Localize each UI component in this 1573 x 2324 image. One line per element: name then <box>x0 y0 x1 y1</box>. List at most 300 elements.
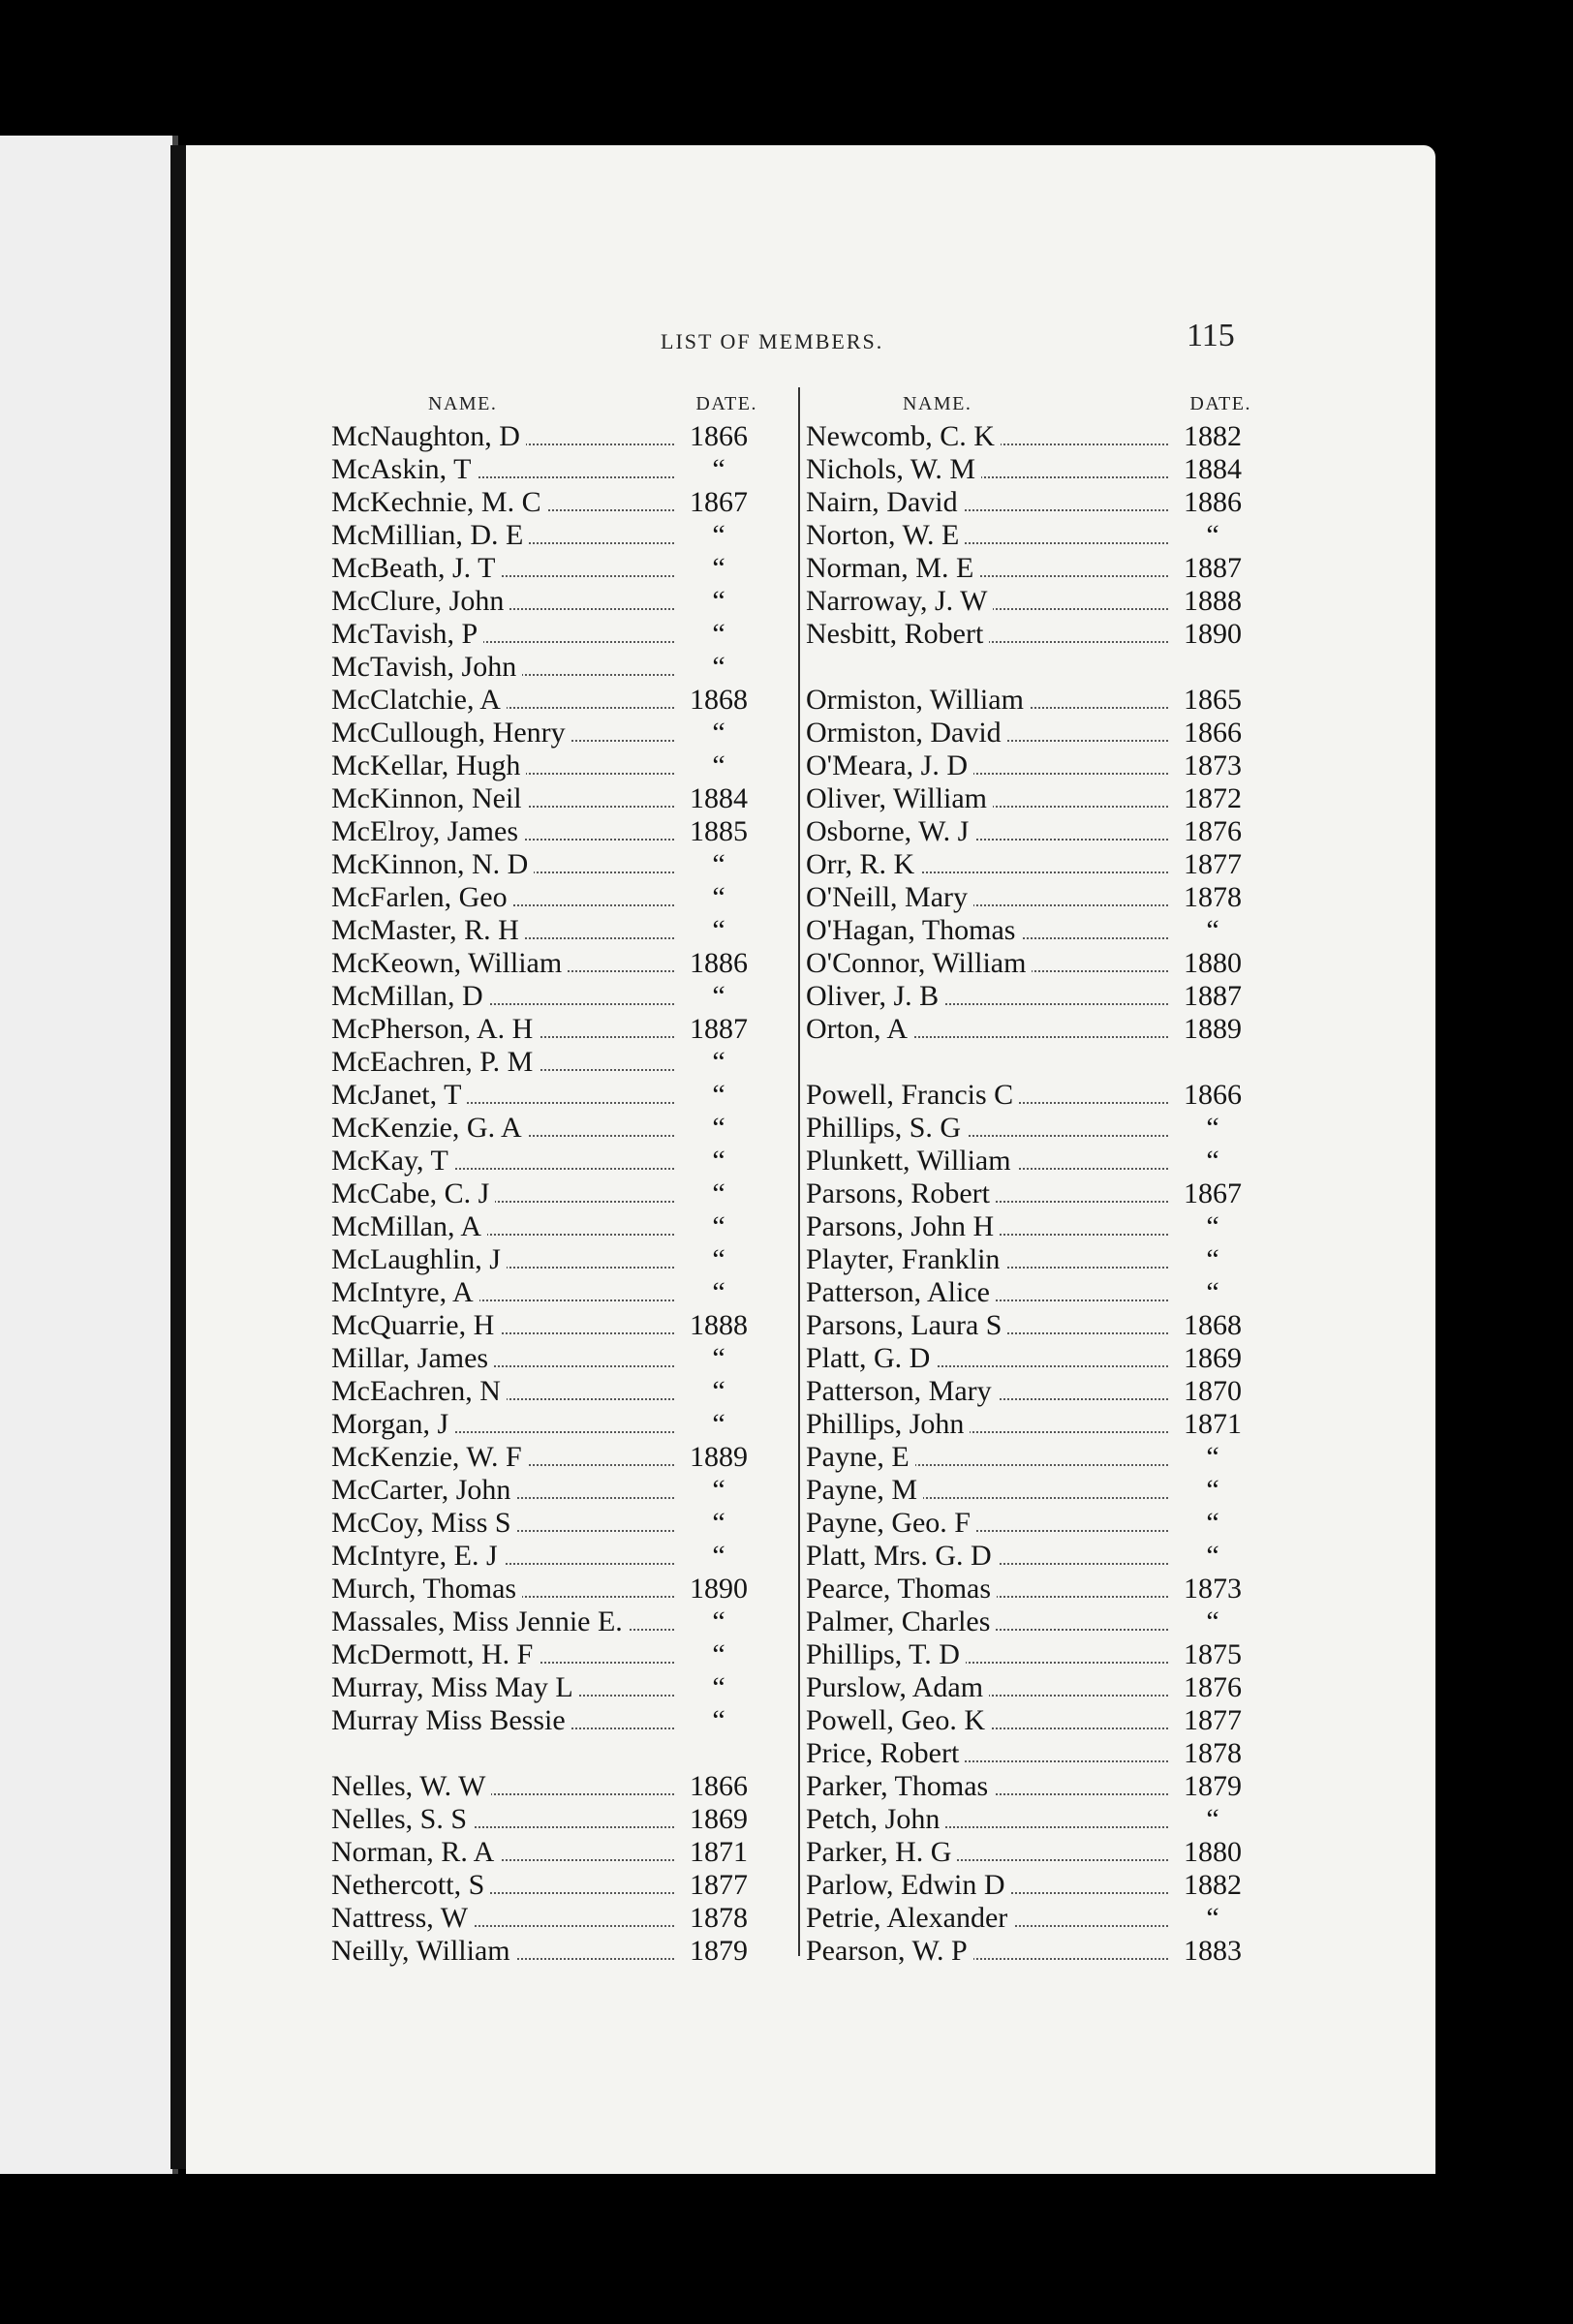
member-row <box>331 1441 757 1474</box>
member-name-text: Nelles, W. W <box>331 1770 491 1802</box>
member-date: “ <box>1206 1441 1219 1473</box>
member-row <box>806 1046 1251 1079</box>
member-row <box>331 651 757 684</box>
member-date: “ <box>1206 1902 1219 1934</box>
member-row <box>331 947 757 980</box>
member-row <box>806 618 1251 651</box>
member-name-text: Plunkett, William <box>806 1145 1017 1177</box>
member-name <box>806 1836 1174 1869</box>
member-row <box>806 1770 1251 1803</box>
member-name-text: Osborne, W. J <box>806 815 974 847</box>
member-date: “ <box>712 749 725 781</box>
member-name-text: McQuarrie, H <box>331 1309 500 1341</box>
member-name-text: Petrie, Alexander <box>806 1902 1013 1934</box>
member-name <box>806 914 1174 947</box>
member-row <box>806 1671 1251 1704</box>
member-name-text: Purslow, Adam <box>806 1671 989 1703</box>
member-name <box>331 1046 680 1079</box>
member-date: “ <box>1206 1112 1219 1144</box>
member-name <box>331 1935 680 1968</box>
member-name-text: Phillips, T. D <box>806 1638 966 1670</box>
member-row <box>806 651 1251 684</box>
book-page <box>186 145 1435 2174</box>
member-date: “ <box>1206 1605 1219 1637</box>
member-date: 1869 <box>690 1803 748 1835</box>
member-name-text: Norton, W. E <box>806 519 965 551</box>
member-name-text: Payne, Geo. F <box>806 1507 976 1539</box>
member-name-text: Nesbitt, Robert <box>806 618 989 650</box>
member-date: 1879 <box>1184 1770 1242 1802</box>
member-row <box>806 914 1251 947</box>
member-name-text: Murray Miss Bessie <box>331 1704 571 1736</box>
member-name <box>806 1507 1174 1540</box>
member-name <box>806 815 1174 848</box>
member-row <box>806 1408 1251 1441</box>
member-row <box>331 815 757 848</box>
member-name-text: McMaster, R. H <box>331 914 525 946</box>
member-row <box>806 1573 1251 1605</box>
member-row <box>806 1638 1251 1671</box>
member-date: 1866 <box>690 420 748 452</box>
member-row <box>806 717 1251 749</box>
member-name-text: McIntyre, A <box>331 1276 479 1308</box>
member-date: “ <box>1206 914 1219 946</box>
member-name-text: Murch, Thomas <box>331 1573 522 1605</box>
member-name-text: Powell, Geo. K <box>806 1704 991 1736</box>
member-name-text: McKay, T <box>331 1145 454 1177</box>
member-date: “ <box>712 1177 725 1209</box>
member-date: 1873 <box>1184 749 1242 781</box>
member-row <box>331 1803 757 1836</box>
member-name-text: Massales, Miss Jennie E. <box>331 1605 629 1637</box>
member-row <box>806 1079 1251 1112</box>
member-name <box>806 420 1174 453</box>
member-name-text: Nelles, S. S <box>331 1803 473 1835</box>
member-name-text: O'Neill, Mary <box>806 881 973 913</box>
name-header: NAME. <box>428 393 498 414</box>
member-row <box>331 1671 757 1704</box>
member-date: “ <box>712 453 725 485</box>
member-name <box>331 980 680 1013</box>
member-date: “ <box>712 651 725 683</box>
member-row <box>806 1342 1251 1375</box>
member-date: 1888 <box>1184 585 1242 617</box>
member-name-text: Nethercott, S <box>331 1869 490 1901</box>
member-name <box>806 1210 1174 1243</box>
member-row <box>806 815 1251 848</box>
member-name <box>806 947 1174 980</box>
member-date: “ <box>1206 1210 1219 1242</box>
member-row <box>806 1704 1251 1737</box>
member-name <box>331 1243 680 1276</box>
member-name <box>806 1737 1174 1770</box>
member-name-text: Parker, Thomas <box>806 1770 994 1802</box>
date-header: DATE. <box>695 393 757 414</box>
member-name-text: Millar, James <box>331 1342 494 1374</box>
member-name <box>806 1474 1174 1507</box>
member-row <box>331 618 757 651</box>
member-name-text: McIntyre, E. J <box>331 1540 504 1572</box>
member-name-text: McLaughlin, J <box>331 1243 507 1275</box>
member-name-text: Patterson, Alice <box>806 1276 996 1308</box>
member-name <box>331 1770 680 1803</box>
member-date: “ <box>712 1210 725 1242</box>
member-name <box>806 1902 1174 1935</box>
member-name <box>331 1704 680 1737</box>
member-row <box>331 1342 757 1375</box>
member-name <box>806 684 1174 717</box>
member-name <box>806 618 1174 651</box>
member-name <box>331 1869 680 1902</box>
member-row <box>331 914 757 947</box>
column-header <box>331 389 757 420</box>
member-row <box>331 980 757 1013</box>
member-name <box>806 1112 1174 1145</box>
member-date: “ <box>1206 1803 1219 1835</box>
member-name-text: McFarlen, Geo <box>331 881 513 913</box>
member-name-text: Palmer, Charles <box>806 1605 996 1637</box>
member-row <box>331 1507 757 1540</box>
member-date: “ <box>1206 1276 1219 1308</box>
member-row <box>806 1276 1251 1309</box>
member-date: 1868 <box>1184 1309 1242 1341</box>
member-row <box>806 1605 1251 1638</box>
member-row <box>331 881 757 914</box>
member-row <box>331 1540 757 1573</box>
member-row <box>806 782 1251 815</box>
member-name-text: McPherson, A. H <box>331 1013 539 1045</box>
member-name <box>331 453 680 486</box>
member-date: “ <box>712 1145 725 1177</box>
member-name-text: McElroy, James <box>331 815 524 847</box>
member-row <box>331 1770 757 1803</box>
member-name-text: Payne, M <box>806 1474 923 1506</box>
member-date: 1887 <box>690 1013 748 1045</box>
member-name-text: McCabe, C. J <box>331 1177 495 1209</box>
member-name <box>331 1177 680 1210</box>
member-name <box>331 585 680 618</box>
member-name-text: Newcomb, C. K <box>806 420 1001 452</box>
member-row <box>806 1013 1251 1046</box>
member-name-text: Orton, A <box>806 1013 913 1045</box>
member-name <box>806 1441 1174 1474</box>
member-name-text: Ormiston, David <box>806 717 1007 749</box>
member-date: 1877 <box>1184 1704 1242 1736</box>
member-row <box>806 1375 1251 1408</box>
member-name-text: Phillips, S. G <box>806 1112 967 1144</box>
member-date: 1871 <box>1184 1408 1242 1440</box>
member-row <box>806 684 1251 717</box>
member-name <box>806 1540 1174 1573</box>
member-row <box>331 1935 757 1968</box>
member-row <box>806 1177 1251 1210</box>
member-row <box>331 1836 757 1869</box>
member-row <box>806 848 1251 881</box>
member-row <box>806 1112 1251 1145</box>
member-name-text: Orr, R. K <box>806 848 920 880</box>
member-name-text: Neilly, William <box>331 1935 516 1967</box>
member-name <box>806 1770 1174 1803</box>
member-name <box>806 1408 1174 1441</box>
member-name-text: Phillips, John <box>806 1408 970 1440</box>
member-row <box>331 1902 757 1935</box>
member-name <box>331 1507 680 1540</box>
member-row <box>806 552 1251 585</box>
member-row <box>806 453 1251 486</box>
member-name <box>806 1145 1174 1177</box>
member-name <box>331 717 680 749</box>
member-date: “ <box>712 717 725 749</box>
member-name <box>806 1704 1174 1737</box>
member-name <box>806 1638 1174 1671</box>
member-name-text: Parsons, John H <box>806 1210 1000 1242</box>
member-name <box>331 1112 680 1145</box>
member-name-text: O'Connor, William <box>806 947 1032 979</box>
member-name <box>806 1375 1174 1408</box>
member-name-text: McKellar, Hugh <box>331 749 526 781</box>
member-row <box>331 717 757 749</box>
member-date: “ <box>712 1474 725 1506</box>
member-row <box>806 585 1251 618</box>
member-name <box>331 1145 680 1177</box>
member-date: 1880 <box>1184 947 1242 979</box>
member-name <box>331 1210 680 1243</box>
member-row <box>331 585 757 618</box>
member-row <box>806 749 1251 782</box>
member-list <box>806 420 1251 1968</box>
member-name <box>806 453 1174 486</box>
member-name <box>331 1276 680 1309</box>
member-name <box>331 1803 680 1836</box>
member-row <box>331 1177 757 1210</box>
member-date: 1876 <box>1184 815 1242 847</box>
member-name <box>806 1671 1174 1704</box>
column-header <box>806 389 1251 420</box>
member-date: “ <box>712 1276 725 1308</box>
member-date: 1889 <box>1184 1013 1242 1045</box>
member-row <box>331 519 757 552</box>
member-name-text: McCoy, Miss S <box>331 1507 517 1539</box>
member-name-text: McMillian, D. E <box>331 519 529 551</box>
book-gutter <box>170 145 186 2169</box>
member-date: 1869 <box>1184 1342 1242 1374</box>
member-date: 1870 <box>1184 1375 1242 1407</box>
member-name-text: McBeath, J. T <box>331 552 501 584</box>
member-date: 1878 <box>1184 881 1242 913</box>
member-row <box>331 420 757 453</box>
member-name <box>806 749 1174 782</box>
member-name <box>331 519 680 552</box>
member-row <box>806 1145 1251 1177</box>
member-name-text: Nairn, David <box>806 486 964 518</box>
member-name <box>331 1309 680 1342</box>
member-name-text: Parlow, Edwin D <box>806 1869 1011 1901</box>
member-date: 1887 <box>1184 552 1242 584</box>
member-row <box>331 1112 757 1145</box>
member-name-text: Platt, Mrs. G. D <box>806 1540 998 1572</box>
member-name <box>331 1540 680 1573</box>
member-date: 1866 <box>1184 717 1242 749</box>
member-date: 1867 <box>1184 1177 1242 1209</box>
member-name <box>331 1836 680 1869</box>
member-name <box>331 1375 680 1408</box>
member-date: “ <box>1206 1243 1219 1275</box>
member-row <box>331 1869 757 1902</box>
member-date: “ <box>712 1671 725 1703</box>
member-name <box>806 881 1174 914</box>
member-row <box>331 749 757 782</box>
member-date: 1873 <box>1184 1573 1242 1605</box>
member-name-text: McTavish, John <box>331 651 522 683</box>
member-date: 1866 <box>1184 1079 1242 1111</box>
left-member-column <box>331 389 757 1968</box>
member-date: “ <box>712 1540 725 1572</box>
member-name <box>331 1902 680 1935</box>
member-name <box>806 1013 1174 1046</box>
member-date: 1878 <box>1184 1737 1242 1769</box>
member-name-text: Parsons, Robert <box>806 1177 996 1209</box>
member-name-text: Platt, G. D <box>806 1342 936 1374</box>
member-name-text: Price, Robert <box>806 1737 965 1769</box>
member-row <box>806 519 1251 552</box>
member-name <box>331 947 680 980</box>
member-date: “ <box>712 914 725 946</box>
member-date: “ <box>1206 1507 1219 1539</box>
member-name-text: McKechnie, M. C <box>331 486 547 518</box>
member-name <box>806 1342 1174 1375</box>
member-row <box>806 1507 1251 1540</box>
name-header: NAME. <box>903 393 972 414</box>
member-date: 1867 <box>690 486 748 518</box>
member-name-text: McEachren, N <box>331 1375 507 1407</box>
member-date: 1886 <box>690 947 748 979</box>
member-name <box>806 486 1174 519</box>
member-name-text: McMillan, D <box>331 980 489 1012</box>
member-name <box>806 1869 1174 1902</box>
member-row <box>806 1836 1251 1869</box>
member-row <box>331 1145 757 1177</box>
member-date: “ <box>712 848 725 880</box>
member-row <box>806 1869 1251 1902</box>
member-date: “ <box>712 1638 725 1670</box>
member-name-text: Narroway, J. W <box>806 585 993 617</box>
member-row <box>806 1540 1251 1573</box>
member-name <box>806 717 1174 749</box>
member-name-text: McJanet, T <box>331 1079 467 1111</box>
member-name-text: Oliver, William <box>806 782 993 814</box>
member-name <box>331 1573 680 1605</box>
member-date: “ <box>1206 1145 1219 1177</box>
member-name <box>331 552 680 585</box>
member-date: “ <box>1206 1474 1219 1506</box>
member-name-text: Parsons, Laura S <box>806 1309 1007 1341</box>
member-name-text: O'Meara, J. D <box>806 749 973 781</box>
member-date: “ <box>1206 1540 1219 1572</box>
member-name <box>331 881 680 914</box>
member-date: 1876 <box>1184 1671 1242 1703</box>
member-name-text: Powell, Francis C <box>806 1079 1019 1111</box>
column-divider <box>798 387 800 1956</box>
member-date: 1872 <box>1184 782 1242 814</box>
member-row <box>331 1408 757 1441</box>
member-date: 1875 <box>1184 1638 1242 1670</box>
member-row <box>331 684 757 717</box>
member-date: 1882 <box>1184 420 1242 452</box>
member-name <box>806 1276 1174 1309</box>
member-row <box>806 881 1251 914</box>
member-row <box>806 1902 1251 1935</box>
member-date: 1890 <box>690 1573 748 1605</box>
member-date: “ <box>712 1342 725 1374</box>
member-name-text: O'Hagan, Thomas <box>806 914 1021 946</box>
member-row <box>331 1276 757 1309</box>
member-row <box>331 782 757 815</box>
member-name-text: McKinnon, N. D <box>331 848 534 880</box>
member-row <box>331 1737 757 1770</box>
member-name <box>331 848 680 881</box>
member-name-text: Patterson, Mary <box>806 1375 998 1407</box>
member-name-text: McDermott, H. F <box>331 1638 539 1670</box>
member-name-text: McAskin, T <box>331 453 477 485</box>
member-date: 1866 <box>690 1770 748 1802</box>
member-name-text: McKeown, William <box>331 947 568 979</box>
member-date: 1877 <box>1184 848 1242 880</box>
member-row <box>806 947 1251 980</box>
member-date: 1879 <box>690 1935 748 1967</box>
member-date: 1883 <box>1184 1935 1242 1967</box>
member-row <box>331 1309 757 1342</box>
member-name-text: McKenzie, W. F <box>331 1441 528 1473</box>
date-header: DATE. <box>1189 393 1251 414</box>
member-name-text: Oliver, J. B <box>806 980 944 1012</box>
member-name <box>806 1605 1174 1638</box>
member-row <box>806 1803 1251 1836</box>
member-row <box>331 453 757 486</box>
member-name-text: McNaughton, D <box>331 420 526 452</box>
member-row <box>331 1079 757 1112</box>
member-date: 1880 <box>1184 1836 1242 1868</box>
member-date: “ <box>1206 519 1219 551</box>
member-date: “ <box>712 618 725 650</box>
member-name-text: Pearson, W. P <box>806 1935 973 1967</box>
member-name-text: Ormiston, William <box>806 684 1030 716</box>
member-name <box>806 1079 1174 1112</box>
member-name-text: McTavish, P <box>331 618 483 650</box>
member-name <box>331 782 680 815</box>
member-date: “ <box>712 1046 725 1078</box>
member-date: “ <box>712 1243 725 1275</box>
member-name-text: McCarter, John <box>331 1474 516 1506</box>
member-date: “ <box>712 1079 725 1111</box>
member-name <box>806 782 1174 815</box>
member-name <box>331 815 680 848</box>
member-name-text: Pearce, Thomas <box>806 1573 997 1605</box>
member-name <box>331 1408 680 1441</box>
member-name-text: Norman, R. A <box>331 1836 500 1868</box>
member-name <box>331 618 680 651</box>
member-date: 1890 <box>1184 618 1242 650</box>
member-date: “ <box>712 1605 725 1637</box>
member-name <box>806 980 1174 1013</box>
member-name <box>331 749 680 782</box>
member-date: “ <box>712 519 725 551</box>
member-date: 1884 <box>1184 453 1242 485</box>
member-date: “ <box>712 980 725 1012</box>
running-head: LIST OF MEMBERS. <box>661 329 884 353</box>
member-name <box>806 1309 1174 1342</box>
member-date: “ <box>712 1408 725 1440</box>
member-name <box>331 1441 680 1474</box>
